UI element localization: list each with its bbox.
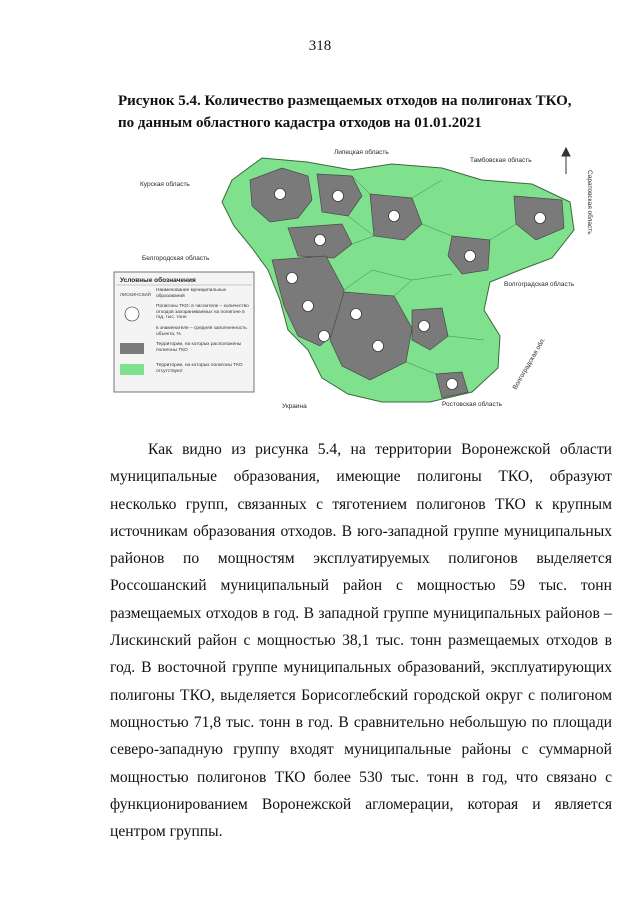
legend-item-without-landfills: Территории, на которых полигоны ТКО отсутствуют bbox=[156, 363, 243, 374]
landfill-marker bbox=[333, 191, 344, 202]
neighbor-label-kursk: Курская область bbox=[140, 181, 190, 188]
landfill-marker bbox=[319, 331, 330, 342]
landfill-map bbox=[112, 140, 596, 420]
landfill-marker bbox=[275, 189, 286, 200]
landfill-marker bbox=[315, 235, 326, 246]
legend-item-denominator: в знаменателе – средняя заполненность объекта, % bbox=[156, 326, 247, 337]
body-text bbox=[110, 436, 612, 845]
landfill-map-figure bbox=[112, 140, 596, 420]
north-arrow-icon bbox=[562, 148, 570, 174]
legend-landfill-symbol-icon bbox=[125, 307, 139, 321]
neighbor-label-volgograd-lower: Волгоградская обл. bbox=[511, 336, 548, 391]
neighbor-label-tambov: Тамбовская область bbox=[470, 157, 532, 164]
map-legend bbox=[114, 272, 254, 392]
legend-sample-name-icon: ЛИСКИНСКИЙ bbox=[120, 292, 151, 297]
legend-item-numerator: Полигоны ТКО: в числителе – количество отходов захораниваемых на полигоне в год, тыс. тонн bbox=[156, 304, 249, 321]
landfill-marker bbox=[373, 341, 384, 352]
legend-swatch-green bbox=[120, 364, 144, 375]
neighbor-label-volgograd-upper: Волгоградская область bbox=[504, 281, 575, 288]
landfill-marker bbox=[465, 251, 476, 262]
caption-line-2: по данным областного кадастра отходов на 01.01.2021 bbox=[118, 115, 482, 131]
page-number: 318 bbox=[308, 38, 332, 54]
caption-line-1: Рисунок 5.4. Количество размещаемых отходов на полигонах ТКО, bbox=[118, 93, 572, 109]
body-paragraph: Как видно из рисунка 5.4, на территории Воронежской области муниципальные образования, имеющие полигоны ТКО, образуют несколько групп, связанных с тяготением полигонов ТКО к крупным источникам образования отходов. В юго-западной группе муниципальных районов по мощностям эксплуатируемых полигонов выделяется Россошанский муниципальный район с мощностью 59 тыс. тонн размещаемых отходов в год. В западной группе муниципальных районов – Лискинский район с мощностью 38,1 тыс. тонн размещаемых отходов в год. В восточной группе муниципальных образований, эксплуатирующих полигоны ТКО, выделяется Борисоглебский городской округ с полигоном мощностью 71,8 тыс. тонн в год. В сравнительно небольшую по площади северо-западную группу входят муниципальные районы с суммарной мощностью полигонов ТКО более 530 тыс. тонн в год, что связано с функционированием Воронежской агломерации, которая и является центром группы. bbox=[110, 441, 612, 841]
neighbor-label-belgorod: Белгородская область bbox=[142, 255, 210, 262]
legend-title: Условные обозначения bbox=[120, 277, 196, 284]
legend-swatch-grey bbox=[120, 343, 144, 354]
landfill-marker bbox=[419, 321, 430, 332]
figure-caption bbox=[118, 90, 614, 134]
landfill-marker bbox=[351, 309, 362, 320]
legend-item-names: Наименование муниципальных образований bbox=[156, 288, 227, 299]
landfill-marker bbox=[535, 213, 546, 224]
legend-item-with-landfills: Территории, на которых расположены полигоны ТКО bbox=[156, 342, 242, 353]
neighbor-label-ukraine: Украина bbox=[282, 403, 307, 410]
landfill-marker bbox=[287, 273, 298, 284]
landfill-marker bbox=[389, 211, 400, 222]
neighbor-label-saratov: Саратовская область bbox=[586, 170, 593, 235]
landfill-marker bbox=[303, 301, 314, 312]
neighbor-label-lipetsk: Липецкая область bbox=[334, 149, 389, 156]
landfill-marker bbox=[447, 379, 458, 390]
neighbor-label-rostov: Ростовская область bbox=[442, 401, 503, 408]
